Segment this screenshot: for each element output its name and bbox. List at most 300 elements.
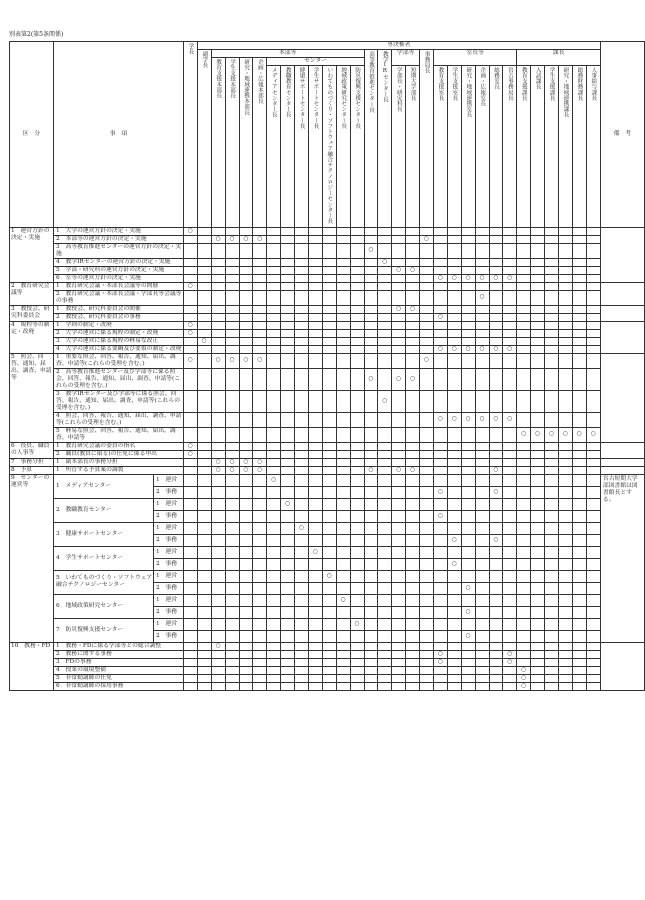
- mark-cell: [475, 227, 489, 235]
- mark-cell: [531, 594, 545, 606]
- group-label: 7 事務分担: [10, 458, 54, 466]
- mark-cell: [239, 498, 253, 510]
- mark-cell: [184, 258, 198, 266]
- mark-cell: [309, 329, 323, 337]
- mark-cell: [281, 650, 295, 658]
- mark-cell: [239, 582, 253, 594]
- header-fukugakucho: [197, 50, 211, 228]
- mark-symbol: ○: [197, 337, 211, 345]
- mark-cell: [225, 534, 239, 546]
- mark-cell: [517, 337, 531, 345]
- mark-cell: [489, 522, 503, 534]
- mark-cell: [225, 305, 239, 313]
- mark-cell: [392, 682, 406, 690]
- mark-cell: [392, 594, 406, 606]
- header-label: 教育支援課長: [520, 67, 527, 101]
- mark-cell: [309, 337, 323, 345]
- mark-cell: [406, 522, 420, 534]
- mark-cell: [434, 442, 448, 450]
- mark-cell: [378, 290, 392, 305]
- mark-cell: [225, 594, 239, 606]
- mark-cell: [364, 274, 378, 282]
- header-label: 学生支援室長: [451, 67, 458, 101]
- mark-cell: [517, 570, 531, 582]
- mark-cell: [364, 498, 378, 510]
- mark-cell: [475, 666, 489, 674]
- mark-cell: [295, 570, 309, 582]
- item-label: 3 大学の運営に係る規程の軽易な改正: [54, 337, 184, 345]
- table-row: [10, 368, 645, 390]
- mark-cell: [239, 674, 253, 682]
- sub-item-label: 1 運営: [154, 594, 184, 606]
- mark-cell: [531, 618, 545, 630]
- mark-cell: [239, 321, 253, 329]
- mark-cell: [545, 458, 559, 466]
- mark-cell: [184, 546, 198, 558]
- item-label: 2 職員(教員に限る)の任免に係る申出: [54, 450, 184, 458]
- mark-cell: [281, 258, 295, 266]
- mark-cell: [364, 674, 378, 682]
- mark-cell: [517, 313, 531, 321]
- header-kacho-28: [586, 66, 600, 228]
- mark-cell: [225, 674, 239, 682]
- mark-cell: [364, 442, 378, 450]
- mark-cell: [267, 337, 281, 345]
- mark-cell: [586, 594, 600, 606]
- mark-cell: [572, 353, 586, 368]
- mark-cell: [295, 466, 309, 474]
- mark-cell: [253, 321, 267, 329]
- mark-cell: [211, 582, 225, 594]
- mark-cell: [350, 466, 364, 474]
- mark-cell: [211, 442, 225, 450]
- mark-cell: [336, 243, 350, 258]
- mark-cell: [531, 305, 545, 313]
- mark-cell: [239, 412, 253, 427]
- mark-cell: [434, 682, 448, 690]
- mark-cell: [559, 546, 573, 558]
- header-label: 人事給与課長: [590, 67, 597, 101]
- mark-cell: [489, 582, 503, 594]
- mark-cell: [253, 682, 267, 690]
- mark-cell: [239, 227, 253, 235]
- mark-cell: [225, 570, 239, 582]
- mark-cell: [420, 630, 434, 642]
- mark-cell: [489, 650, 503, 658]
- mark-cell: [350, 450, 364, 458]
- mark-cell: [461, 390, 475, 412]
- mark-cell: [281, 305, 295, 313]
- mark-cell: [545, 353, 559, 368]
- mark-symbol: ○: [239, 458, 253, 466]
- mark-cell: [281, 282, 295, 290]
- mark-cell: [392, 321, 406, 329]
- mark-cell: [336, 642, 350, 650]
- mark-cell: [309, 534, 323, 546]
- mark-cell: [253, 290, 267, 305]
- mark-cell: [184, 522, 198, 534]
- mark-cell: [420, 390, 434, 412]
- mark-cell: [392, 570, 406, 582]
- mark-cell: [184, 558, 198, 570]
- mark-cell: [572, 582, 586, 594]
- mark-cell: [239, 570, 253, 582]
- mark-cell: [253, 674, 267, 682]
- mark-cell: [434, 266, 448, 274]
- mark-cell: [378, 570, 392, 582]
- mark-cell: [559, 498, 573, 510]
- mark-cell: [309, 650, 323, 658]
- mark-cell: [559, 329, 573, 337]
- mark-cell: [197, 227, 211, 235]
- mark-cell: [322, 243, 336, 258]
- mark-cell: [309, 618, 323, 630]
- mark-cell: [225, 368, 239, 390]
- mark-cell: [239, 266, 253, 274]
- mark-symbol: ○: [211, 466, 225, 474]
- mark-cell: [225, 642, 239, 650]
- mark-cell: [378, 486, 392, 498]
- mark-symbol: ○: [350, 618, 364, 630]
- mark-cell: [461, 313, 475, 321]
- mark-cell: [197, 682, 211, 690]
- mark-cell: [322, 674, 336, 682]
- mark-cell: [392, 258, 406, 266]
- mark-cell: [517, 458, 531, 466]
- item-label: 2 本部等の運営方針の決定・実施: [54, 235, 184, 243]
- mark-cell: [239, 650, 253, 658]
- mark-cell: [531, 227, 545, 235]
- mark-cell: [322, 345, 336, 353]
- mark-cell: [517, 594, 531, 606]
- mark-cell: [586, 674, 600, 682]
- mark-symbol: ○: [461, 345, 475, 353]
- mark-cell: [295, 498, 309, 510]
- mark-cell: [475, 618, 489, 630]
- mark-cell: [503, 466, 517, 474]
- mark-cell: [434, 474, 448, 486]
- mark-cell: [586, 442, 600, 450]
- mark-cell: [489, 258, 503, 266]
- mark-cell: [336, 235, 350, 243]
- mark-cell: [364, 290, 378, 305]
- mark-cell: [447, 329, 461, 337]
- mark-cell: [211, 337, 225, 345]
- mark-cell: [322, 305, 336, 313]
- mark-cell: [531, 466, 545, 474]
- mark-cell: [517, 466, 531, 474]
- mark-cell: [295, 630, 309, 642]
- mark-cell: [197, 305, 211, 313]
- mark-cell: [281, 274, 295, 282]
- mark-cell: [572, 412, 586, 427]
- mark-cell: [364, 558, 378, 570]
- mark-cell: [184, 650, 198, 658]
- mark-cell: [447, 682, 461, 690]
- mark-cell: [503, 458, 517, 466]
- header-center-group: センター: [267, 58, 364, 66]
- mark-cell: [184, 570, 198, 582]
- mark-cell: [281, 390, 295, 412]
- mark-cell: [281, 266, 295, 274]
- mark-symbol: ○: [447, 534, 461, 546]
- mark-cell: [211, 313, 225, 321]
- header-gakubu-14: [392, 66, 406, 228]
- mark-cell: [322, 594, 336, 606]
- mark-cell: [559, 368, 573, 390]
- mark-cell: [225, 606, 239, 618]
- mark-cell: [322, 450, 336, 458]
- mark-cell: [559, 570, 573, 582]
- mark-cell: [447, 582, 461, 594]
- mark-cell: [447, 606, 461, 618]
- mark-cell: [517, 329, 531, 337]
- mark-cell: [572, 594, 586, 606]
- mark-cell: [378, 682, 392, 690]
- mark-cell: [489, 658, 503, 666]
- mark-cell: [322, 466, 336, 474]
- mark-cell: [572, 368, 586, 390]
- mark-cell: [434, 546, 448, 558]
- mark-symbol: ○: [434, 650, 448, 658]
- mark-cell: [364, 658, 378, 666]
- mark-cell: [503, 353, 517, 368]
- mark-cell: [434, 243, 448, 258]
- mark-cell: [378, 353, 392, 368]
- mark-cell: [489, 682, 503, 690]
- mark-cell: [309, 305, 323, 313]
- mark-cell: [281, 594, 295, 606]
- mark-cell: [531, 570, 545, 582]
- mark-cell: [309, 658, 323, 666]
- mark-cell: [350, 594, 364, 606]
- mark-cell: [322, 522, 336, 534]
- mark-cell: [211, 682, 225, 690]
- header-center-5: [267, 66, 281, 228]
- mark-cell: [309, 582, 323, 594]
- mark-cell: [281, 682, 295, 690]
- mark-cell: [461, 266, 475, 274]
- mark-cell: [489, 458, 503, 466]
- mark-cell: [350, 266, 364, 274]
- mark-cell: [559, 618, 573, 630]
- mark-cell: [253, 618, 267, 630]
- mark-cell: [309, 558, 323, 570]
- mark-cell: [281, 290, 295, 305]
- mark-cell: [572, 522, 586, 534]
- mark-cell: [559, 650, 573, 658]
- mark-cell: [197, 650, 211, 658]
- mark-cell: [559, 606, 573, 618]
- mark-cell: [336, 666, 350, 674]
- mark-cell: [531, 510, 545, 522]
- mark-cell: [267, 353, 281, 368]
- mark-cell: [461, 329, 475, 337]
- mark-cell: [420, 546, 434, 558]
- mark-cell: [225, 498, 239, 510]
- mark-cell: [420, 510, 434, 522]
- mark-cell: [350, 682, 364, 690]
- mark-cell: [406, 282, 420, 290]
- item-label: 2 教育研究会議・本部長会議・学部長等会議等の事務: [54, 290, 184, 305]
- mark-cell: [531, 442, 545, 450]
- mark-cell: [406, 412, 420, 427]
- group-label: 3 教授会、研究科委員会: [10, 305, 54, 321]
- mark-cell: [239, 510, 253, 522]
- mark-cell: [295, 353, 309, 368]
- mark-cell: [253, 666, 267, 674]
- mark-cell: [378, 412, 392, 427]
- mark-cell: [364, 282, 378, 290]
- mark-cell: [503, 450, 517, 458]
- mark-cell: [559, 450, 573, 458]
- mark-cell: [545, 594, 559, 606]
- mark-cell: [281, 522, 295, 534]
- item-label: 2 教授会、研究科委員会の事務: [54, 313, 184, 321]
- mark-cell: [572, 606, 586, 618]
- mark-cell: [545, 630, 559, 642]
- mark-cell: [197, 558, 211, 570]
- mark-cell: [572, 650, 586, 658]
- mark-cell: [309, 674, 323, 682]
- mark-cell: [281, 534, 295, 546]
- mark-cell: [420, 442, 434, 450]
- mark-cell: [267, 682, 281, 690]
- note-cell: 宮古短期大学部図書館は図書館長とする。: [600, 474, 644, 642]
- mark-cell: [489, 666, 503, 674]
- mark-symbol: ○: [406, 466, 420, 474]
- mark-cell: [378, 630, 392, 642]
- header-honbu-group: 本部等: [211, 50, 364, 58]
- mark-cell: [517, 345, 531, 353]
- mark-cell: [461, 642, 475, 650]
- header-kacho-23: [517, 66, 531, 228]
- mark-cell: [531, 345, 545, 353]
- header-jimukyoku: [420, 50, 434, 228]
- mark-cell: [336, 522, 350, 534]
- mark-cell: [475, 630, 489, 642]
- mark-cell: [197, 474, 211, 486]
- mark-cell: [184, 666, 198, 674]
- mark-cell: [586, 412, 600, 427]
- mark-cell: [295, 290, 309, 305]
- mark-cell: [392, 412, 406, 427]
- mark-cell: [184, 390, 198, 412]
- mark-cell: [586, 510, 600, 522]
- mark-cell: [461, 522, 475, 534]
- note-cell: [600, 353, 644, 442]
- mark-cell: [336, 345, 350, 353]
- mark-cell: [350, 666, 364, 674]
- mark-cell: [364, 522, 378, 534]
- mark-cell: [295, 666, 309, 674]
- mark-cell: [447, 458, 461, 466]
- mark-cell: [531, 282, 545, 290]
- mark-symbol: ○: [461, 630, 475, 642]
- mark-cell: [447, 313, 461, 321]
- note-cell: [600, 466, 644, 474]
- mark-cell: [545, 466, 559, 474]
- mark-cell: [211, 522, 225, 534]
- mark-cell: [420, 466, 434, 474]
- mark-cell: [309, 466, 323, 474]
- mark-cell: [531, 650, 545, 658]
- mark-cell: [295, 650, 309, 658]
- mark-cell: [420, 458, 434, 466]
- mark-cell: [420, 290, 434, 305]
- mark-cell: [531, 329, 545, 337]
- mark-cell: [475, 594, 489, 606]
- mark-cell: [239, 618, 253, 630]
- mark-cell: [211, 546, 225, 558]
- mark-cell: [503, 266, 517, 274]
- header-honbu-1: [211, 58, 225, 228]
- mark-symbol: ○: [184, 450, 198, 458]
- mark-cell: [322, 650, 336, 658]
- mark-cell: [197, 642, 211, 650]
- mark-cell: [336, 534, 350, 546]
- mark-cell: [239, 450, 253, 458]
- mark-cell: [295, 282, 309, 290]
- mark-cell: [309, 427, 323, 442]
- mark-cell: [197, 594, 211, 606]
- sub-item-label: 1 運営: [154, 570, 184, 582]
- mark-cell: [350, 274, 364, 282]
- mark-cell: [489, 630, 503, 642]
- mark-cell: [503, 606, 517, 618]
- mark-cell: [406, 558, 420, 570]
- mark-cell: [447, 353, 461, 368]
- mark-cell: [572, 258, 586, 266]
- mark-cell: [336, 390, 350, 412]
- mark-cell: [364, 353, 378, 368]
- mark-cell: [295, 510, 309, 522]
- mark-cell: [281, 337, 295, 345]
- mark-cell: [225, 412, 239, 427]
- mark-cell: [434, 368, 448, 390]
- mark-cell: [447, 235, 461, 243]
- mark-cell: [572, 282, 586, 290]
- mark-symbol: ○: [503, 650, 517, 658]
- mark-cell: [211, 594, 225, 606]
- table-row: [10, 450, 645, 458]
- mark-cell: [572, 474, 586, 486]
- mark-cell: [197, 282, 211, 290]
- item-label: 2 教職教育センター: [54, 498, 154, 522]
- table-row: [10, 498, 645, 510]
- mark-cell: [420, 243, 434, 258]
- mark-cell: [225, 321, 239, 329]
- mark-symbol: ○: [420, 235, 434, 243]
- mark-cell: [392, 353, 406, 368]
- table-row: [10, 345, 645, 353]
- mark-cell: [378, 337, 392, 345]
- header-label: 高等教育推進センター長: [368, 51, 375, 113]
- header-label: 研究・地域連携室長: [465, 67, 472, 118]
- mark-cell: [545, 329, 559, 337]
- mark-cell: [225, 582, 239, 594]
- mark-cell: [531, 258, 545, 266]
- mark-cell: [406, 353, 420, 368]
- mark-cell: [392, 227, 406, 235]
- item-label: 4 照会、回答、報告、通知、届出、調査、申請等(これらの受理を含む。): [54, 412, 184, 427]
- mark-cell: [545, 606, 559, 618]
- mark-cell: [281, 606, 295, 618]
- mark-cell: [364, 650, 378, 658]
- mark-cell: [406, 682, 420, 690]
- mark-cell: [197, 313, 211, 321]
- mark-cell: [295, 642, 309, 650]
